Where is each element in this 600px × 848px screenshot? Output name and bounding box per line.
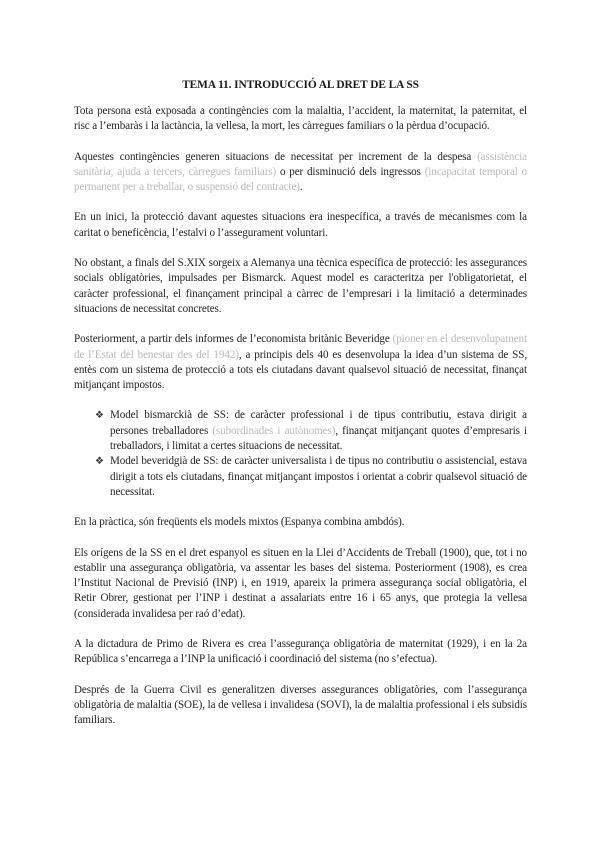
paragraph-bismarck: No obstant, a finals del S.XIX sorgeix a Alemanya una tècnica específica de protecció: les assegurances socials obligatòries, impulsades per Bismarck. Aquest model es caracteritza per l'obligatorietat, el caràcter professional, el finançament principal a càrrec de l’empresari i la limitació a determinades situacions de necessitat concretes.	[74, 257, 527, 315]
text-run: Model beveridgià de SS: de caràcter universalista i de tipus no contributiu o assistencial, estava dirigit a tots els ciutadans, finançat mitjançant impostos i orientat a cobrir qualsevol situació de necessitat.	[110, 455, 527, 498]
paragraph-beveridge	[74, 332, 527, 393]
faded-note: (assistència sanitària, ajuda a tercers, càrregues familiars)	[74, 150, 527, 178]
text-run: , finançat mitjançant quotes d’empresaris i treballadors, i limitat a certes situacions de necessitat.	[110, 424, 527, 453]
text-run: Model bismarckià de SS: de caràcter professional i de tipus contributiu, estava dirigit a persones treballadores	[110, 409, 527, 437]
text-run: .	[299, 181, 303, 194]
faded-note: (incapacitat temporal o permanent per a treballar, o suspensió del contracte)	[74, 165, 527, 194]
text-run: Posteriorment, a partir dels informes de l’economista britànic Beveridge	[74, 333, 393, 346]
document-title: TEMA 11. INTRODUCCIÓ AL DRET DE LA SS	[182, 79, 419, 91]
models-list	[74, 408, 527, 500]
document-page	[74, 78, 527, 744]
paragraph-needs	[74, 150, 527, 196]
text-run: o per disminució dels ingressos	[276, 165, 425, 178]
paragraph-mixed-models: En la pràctica, són freqüents els models mixtos (Espanya combina ambdós).	[74, 516, 405, 529]
faded-note: (subordinades i autònomes)	[212, 424, 336, 437]
faded-note: (pioner en el desenvolupament de l’Estat del benestar des del 1942)	[74, 333, 527, 361]
diamond-bullet-icon: ❖	[95, 456, 104, 468]
paragraph-origins-protection: En un inici, la protecció davant aquestes situacions era inespecífica, a través de mecanismes com la caritat o beneficència, l’estalvi o l’assegurament voluntari.	[74, 211, 527, 239]
paragraph-spanish-origins: Els orígens de la SS en el dret espanyol es situen en la Llei d’Accidents de Treball (1900), que, tot i no establir una assegurança obligatòria, va assentar les bases del sistema. Posteriorment (1908), es crea l’Institut Nacional de Previsió (INP) i, en 1919, apareix la primera assegurança social obligatòria, el Retir Obrer, gestionat per l’INP i destinat a assalariats entre 16 i 65 anys, que protegia la vellesa (considerada invalidesa per raó d’edat).	[74, 546, 527, 620]
paragraph-contingencies: Tota persona està exposada a contingències com la malaltia, l’accident, la maternitat, la paternitat, el risc a l’embaràs i la lactància, la vellesa, la mort, les càrregues familiars o la pèrdua d’ocupació.	[74, 105, 527, 133]
list-item-beveridge-model	[95, 454, 527, 500]
diamond-bullet-icon: ❖	[95, 410, 104, 422]
paragraph-post-civil-war: Després de la Guerra Civil es generalitzen diverses assegurances obligatòries, com l’assegurança obligatòria de malaltia (SOE), la de vellesa i invalidesa (SOVI), la de malaltia professional i els subsidis familiars.	[74, 683, 527, 727]
paragraph-primo-de-rivera: A la dictadura de Primo de Rivera es crea l’assegurança obligatòria de maternitat (1929), i en la 2a República s’encarrega a l’INP la unificació i coordinació del sistema (no s’efectua).	[74, 638, 527, 666]
list-item-bismarck-model	[95, 408, 527, 454]
text-run: , a principis dels 40 es desenvolupa la idea d’un sistema de SS, entès com un sistema de protecció a tots els ciutadans davant qualsevol situació de necessitat, finançat mitjançant impostos.	[74, 348, 527, 392]
text-run: Aquestes contingències generen situacions de necessitat per increment de la despesa	[74, 150, 478, 163]
